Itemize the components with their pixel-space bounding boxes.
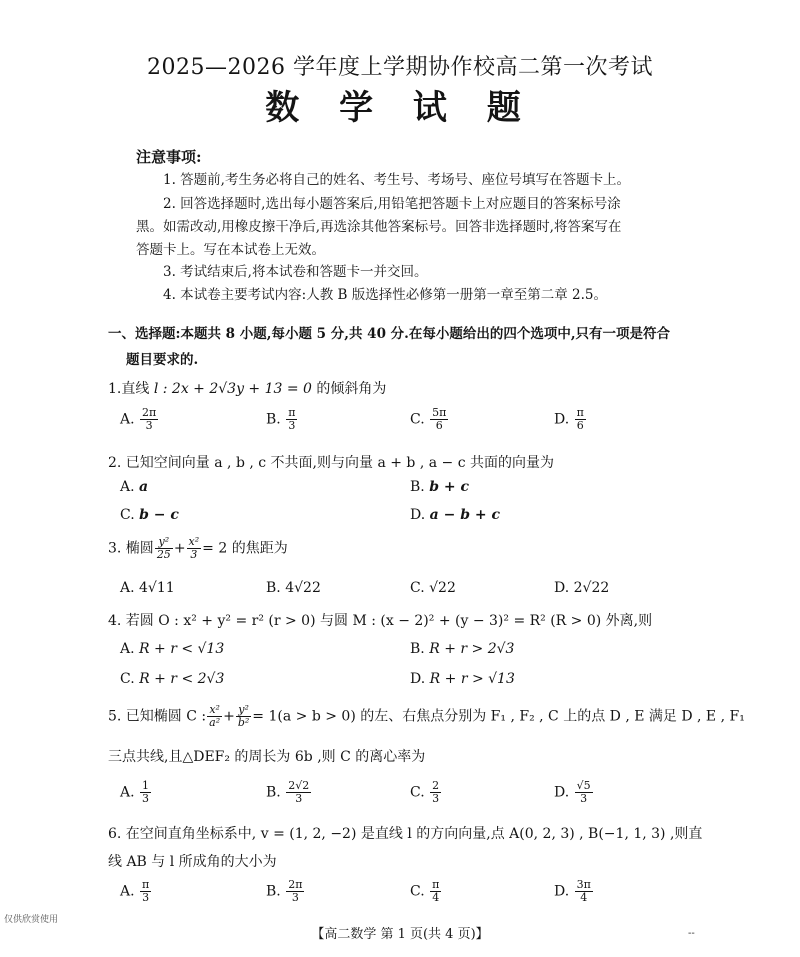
q5-option-b[interactable]: B. $\frac{2√2}{3}$ — [266, 779, 310, 805]
subject-title: 数 学 试 题 — [265, 88, 535, 128]
notice-item-3: 3. 考试结束后,将本试卷和答题卡一并交回。 — [163, 264, 428, 280]
usage-stamp: 仅供欣赏使用 — [4, 915, 59, 925]
q1-pre: 直线 — [121, 381, 154, 397]
q6-option-c[interactable]: C. $\frac{\pi}{4}$ — [410, 878, 440, 904]
notice-item-2: 2. 回答选择题时,选出每小题答案后,用铅笔把答题卡上对应题目的答案标号涂 — [163, 196, 621, 212]
q1-post: 的倾斜角为 — [311, 381, 387, 397]
question-6: 6. 在空间直角坐标系中, v = (1, 2, −2) 是直线 l 的方向向量,点 A(0, 2, 3) , B(−1, 1, 3) ,则直 — [108, 826, 703, 842]
q1-option-b[interactable]: B. $\frac{\pi}{3}$ — [266, 406, 296, 432]
section-heading-cont: 题目要求的. — [126, 352, 199, 368]
section-heading: 一、选择题:本题共 8 小题,每小题 5 分,共 40 分.在每小题给出的四个选项中,只有一项是符合 — [108, 326, 671, 342]
q5-option-c[interactable]: C. $\frac{2}{3}$ — [410, 779, 440, 805]
q1-num: 1. — [108, 381, 122, 397]
q4-option-b[interactable]: B. R + r > 2√3 — [410, 641, 515, 657]
question-2: 2. 已知空间向量 a , b , c 不共面,则与向量 a + b , a − c 共面的向量为 — [108, 455, 555, 471]
q1-option-d[interactable]: D. $\frac{\pi}{6}$ — [554, 406, 584, 432]
question-5: 5. 已知椭圆 C : $\frac{\text{x²}}{\text{a²}}$ + $\frac{\text{y²}}{\text{b²}}$ = 1(a > b > 0) 的左、右焦点分别为 F₁ , F₂ , C 上的点 D , E 满足 D , E , F₁ — [108, 703, 745, 729]
q4-option-a[interactable]: A. R + r < √13 — [120, 641, 225, 657]
q2-option-c[interactable]: C. b − c — [120, 507, 179, 523]
q2-option-a[interactable]: A. a — [120, 479, 149, 495]
question-4: 4. 若圆 O : x² + y² = r² (r > 0) 与圆 M : (x − 2)² + (y − 3)² = R² (R > 0) 外离,则 — [108, 613, 653, 629]
question-3: 3. 椭圆 $\frac{\text{y²}}{25}$ + $\frac{\text{x²}}{3}$ = 2 的焦距为 — [108, 535, 288, 561]
question-5-cont: 三点共线,且△DEF₂ 的周长为 6b ,则 C 的离心率为 — [108, 749, 426, 765]
q5-option-d[interactable]: D. $\frac{√5}{3}$ — [554, 779, 591, 805]
q2-option-d[interactable]: D. a − b + c — [410, 507, 500, 523]
q4-option-c[interactable]: C. R + r < 2√3 — [120, 671, 225, 687]
notice-heading: 注意事项: — [136, 148, 202, 166]
notice-item-2-end: 答题卡上。写在本试卷上无效。 — [136, 242, 325, 258]
notice-item-4: 4. 本试卷主要考试内容:人教 B 版选择性必修第一册第一章至第二章 2.5。 — [163, 287, 607, 303]
q1-option-a[interactable]: A. $\frac{2\pi}{3}$ — [120, 406, 157, 432]
q6-option-b[interactable]: B. $\frac{2\pi}{3}$ — [266, 878, 303, 904]
q2-option-b[interactable]: B. b + c — [410, 479, 469, 495]
notice-item-1: 1. 答题前,考生务必将自己的姓名、考生号、考场号、座位号填写在答题卡上。 — [163, 172, 630, 188]
q6-option-a[interactable]: A. $\frac{\pi}{3}$ — [120, 878, 150, 904]
question-6-cont: 线 AB 与 l 所成角的大小为 — [108, 854, 277, 870]
q5-option-a[interactable]: A. $\frac{1}{3}$ — [120, 779, 150, 805]
question-1 — [108, 378, 386, 398]
corner-mark: -- — [688, 928, 695, 939]
q1-option-c[interactable]: C. $\frac{5\pi}{6}$ — [410, 406, 447, 432]
q3-option-b[interactable]: B. 4√22 — [266, 580, 321, 596]
q1-equation: l : 2x + 2√3y + 13 = 0 — [153, 381, 312, 397]
q3-option-d[interactable]: D. 2√22 — [554, 580, 610, 596]
exam-title: 2025—2026 学年度上学期协作校高二第一次考试 — [147, 55, 653, 80]
q3-option-a[interactable]: A. 4√11 — [120, 580, 175, 596]
q3-option-c[interactable]: C. √22 — [410, 580, 456, 596]
q6-option-d[interactable]: D. $\frac{3\pi}{4}$ — [554, 878, 591, 904]
notice-item-2-cont: 黑。如需改动,用橡皮擦干净后,再选涂其他答案标号。回答非选择题时,将答案写在 — [136, 219, 622, 235]
page-footer: 【高二数学 第 1 页(共 4 页)】 — [311, 927, 489, 942]
q4-option-d[interactable]: D. R + r > √13 — [410, 671, 515, 687]
